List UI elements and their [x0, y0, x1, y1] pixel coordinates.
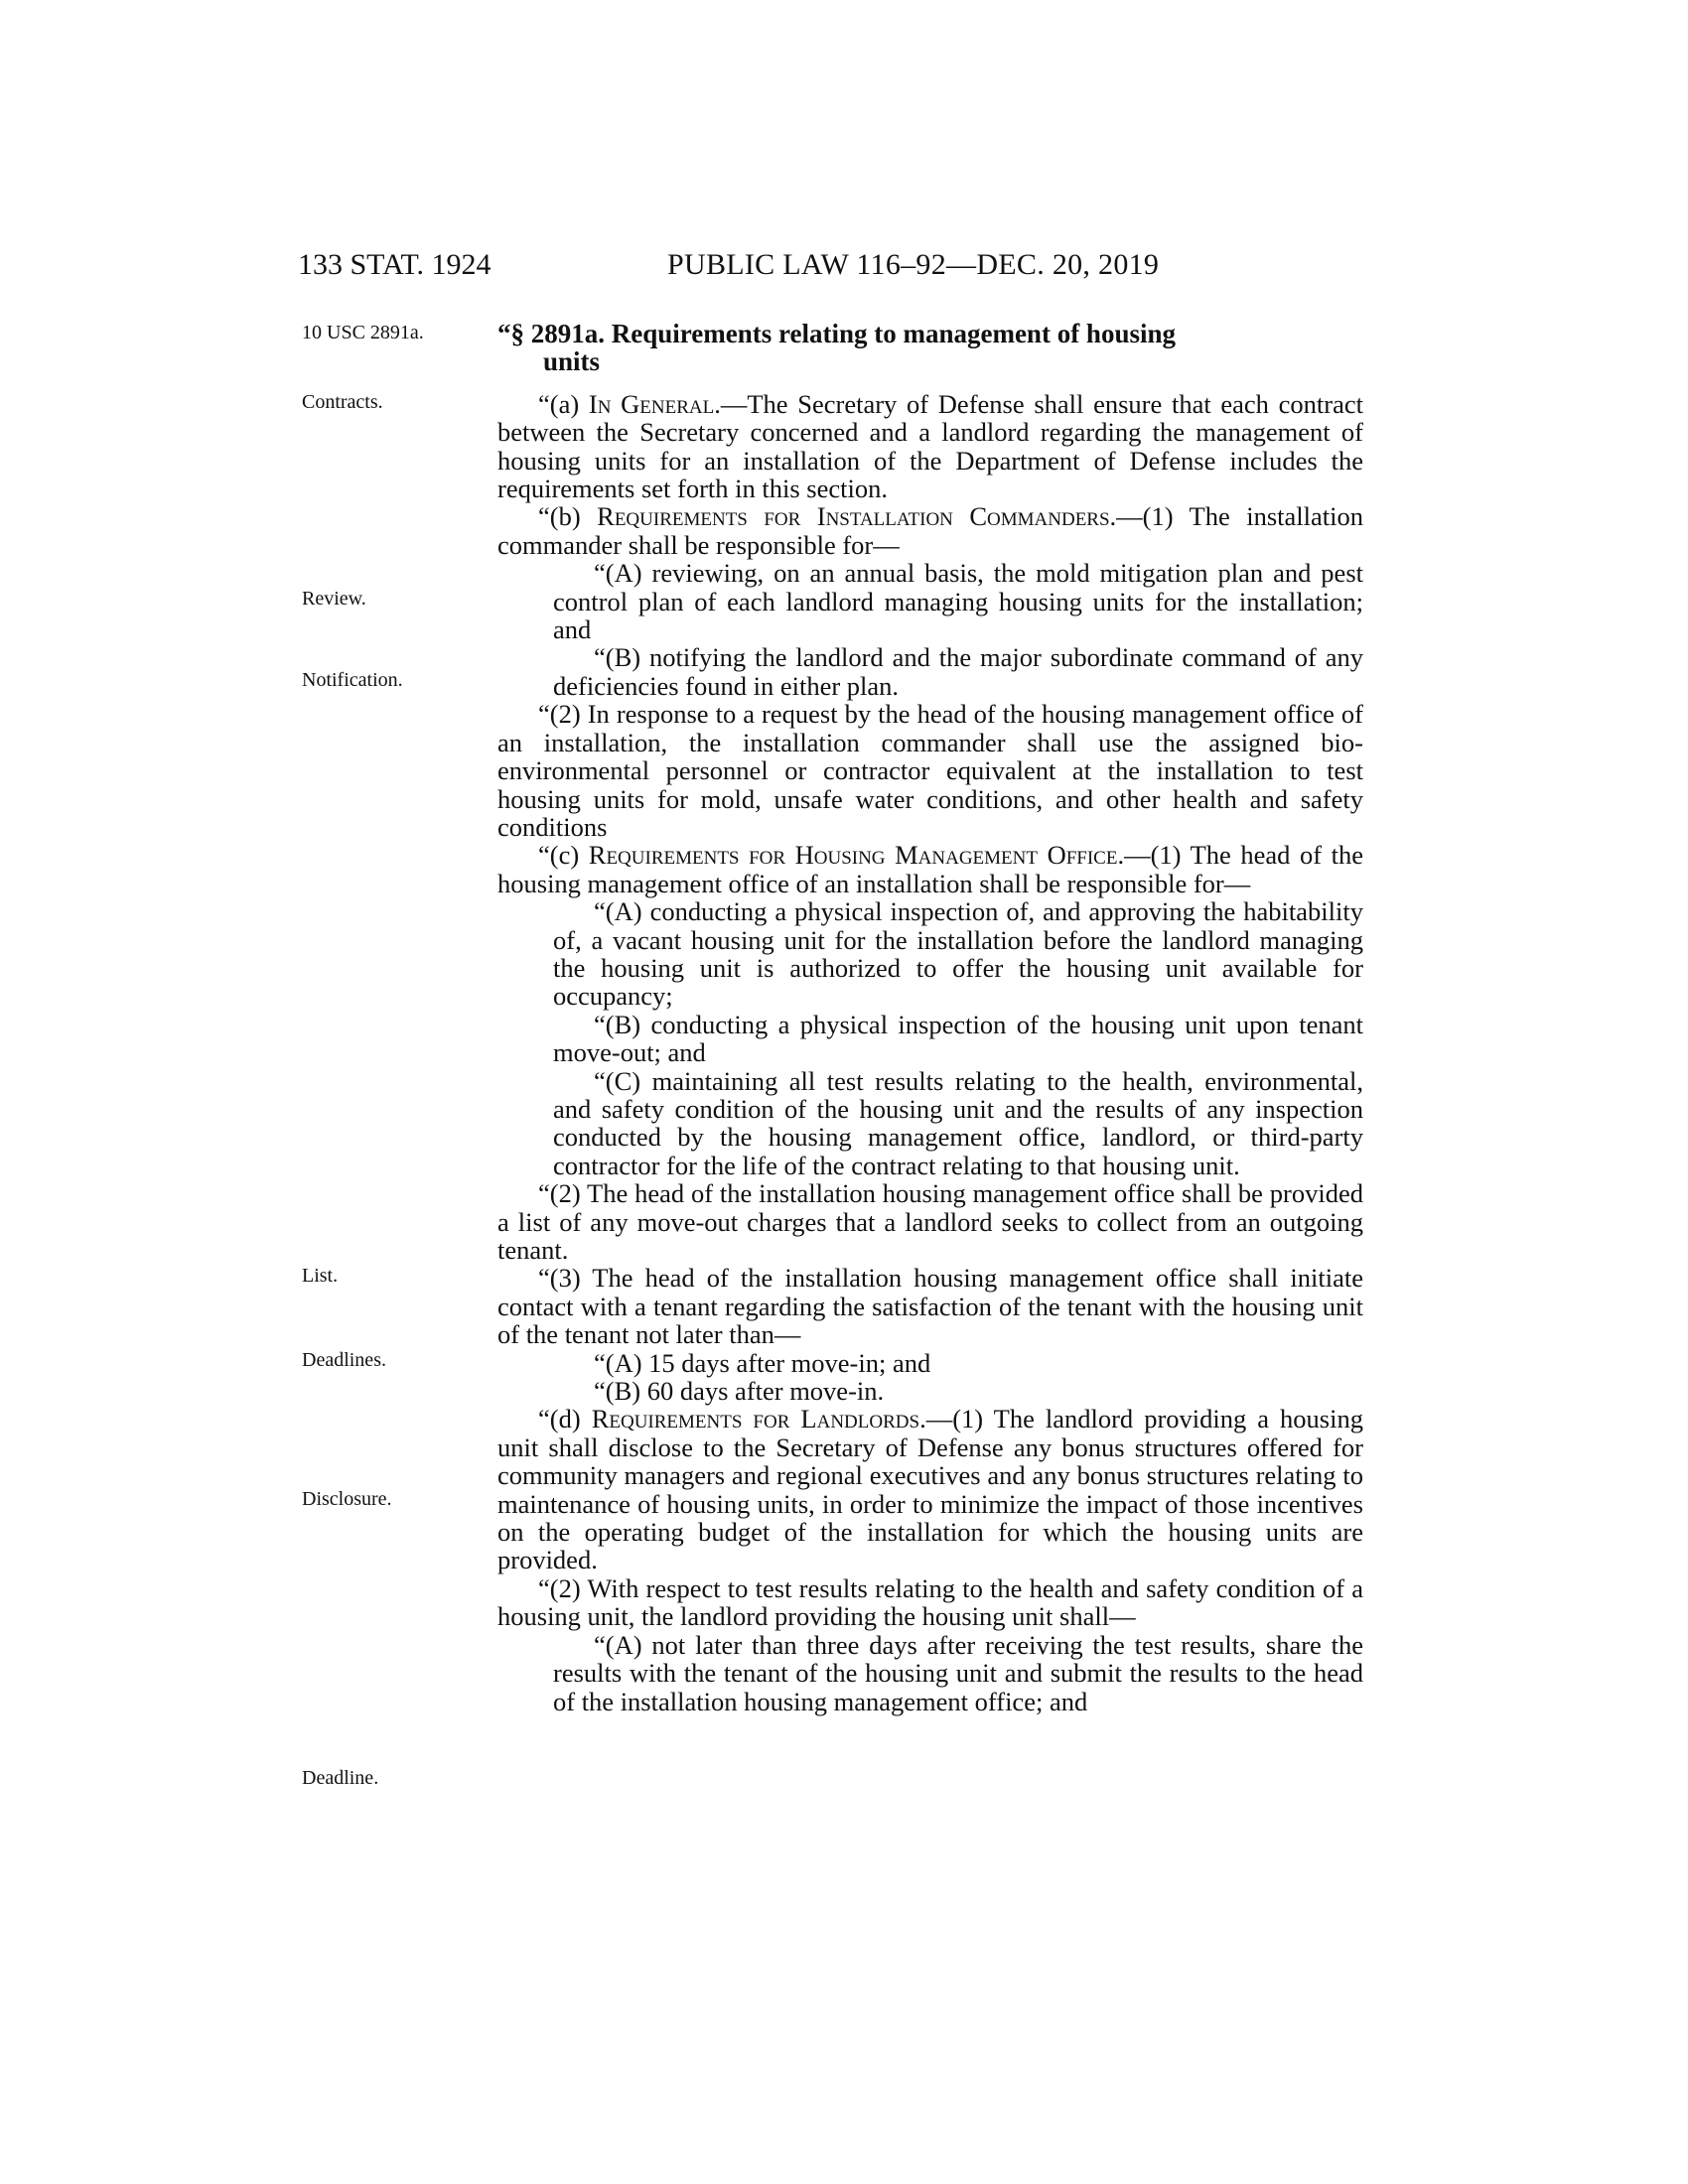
paragraph-c1B: “(B) conducting a physical inspection of the housing unit upon tenant move-out; and [553, 1009, 1363, 1068]
paragraph-b1B: “(B) notifying the landlord and the major subordinate command of any deficiencies found in either plan. [553, 642, 1363, 701]
paragraph-b1A: “(A) reviewing, on an annual basis, the mold mitigation plan and pest control plan of each landlord managing housing units for the installation; and [553, 558, 1363, 645]
margin-note-review: Review. [302, 588, 366, 610]
paragraph-c1A: “(A) conducting a physical inspection of, and approving the habitability of, a vacant housing unit for the installation before the landlord managing the housing unit is authorized to offer the housing unit available for occupancy; [553, 896, 1363, 1012]
paragraph-b2: “(2) In response to a request by the head of the housing management office of an installation, the installation commander shall use the assigned bio-environmental personnel or contractor equivalent at the installation to test housing units for mold, unsafe water conditions, and other health and safety conditions [497, 699, 1363, 842]
subsection-d-text: .—(1) The landlord providing a housing unit shall disclose to the Secretary of Defense any bonus structures offered for community managers and regional executives and any bonus structures relating to maintenance of housing units, in order to minimize the impact of those incentives on the operating budget of the installation for which the housing units are provided. [497, 1404, 1363, 1575]
subsection-b-prefix: “(b) [538, 501, 598, 532]
margin-note-disclosure: Disclosure. [302, 1488, 392, 1510]
section-heading [497, 320, 1363, 376]
subsection-c [497, 841, 1363, 897]
subsection-b-text: .—(1) The installation commander shall be responsible for— [497, 501, 1363, 560]
paragraph-c3: “(3) The head of the installation housing management office shall initiate contact with a tenant regarding the satisfaction of the tenant with the housing unit of the tenant not later than— [497, 1263, 1363, 1350]
section-heading-line1: “§ 2891a. Requirements relating to management of housing [497, 319, 1176, 348]
paragraph-d2A: “(A) not later than three days after receiving the test results, share the results with the tenant of the housing unit and submit the results to the head of the installation housing management office; and [553, 1629, 1363, 1716]
subsection-c-text: .—(1) The head of the housing management office of an installation shall be responsible for— [497, 840, 1363, 898]
paragraph-c1C: “(C) maintaining all test results relating to the health, environmental, and safety condition of the housing unit and the results of any inspection conducted by the housing management office, landlord, or third-party contractor for the life of the contract relating to that housing unit. [553, 1065, 1363, 1180]
margin-note-contracts: Contracts. [302, 391, 383, 413]
paragraph-c3A: “(A) 15 days after move-in; and [594, 1347, 931, 1378]
statute-body [497, 320, 1363, 1715]
subsection-c-heading: Requirements for Housing Management Office [588, 840, 1118, 871]
subsection-a-prefix: “(a) [538, 388, 589, 419]
subsection-d-heading: Requirements for Landlords [591, 1404, 920, 1434]
subsection-a-heading: In General [588, 388, 715, 419]
running-title: PUBLIC LAW 116–92—DEC. 20, 2019 [667, 248, 1160, 281]
paragraph-c3B: “(B) 60 days after move-in. [594, 1376, 885, 1407]
margin-note-deadlines: Deadlines. [302, 1349, 386, 1371]
margin-note-notification: Notification. [302, 669, 403, 691]
page-header [298, 248, 1380, 288]
section-heading-line2: units [543, 346, 601, 377]
subsection-b-heading: Requirements for Installation Commanders [597, 501, 1110, 532]
paragraph-d2: “(2) With respect to test results relating to the health and safety condition of a housing unit, the landlord providing the housing unit shall— [497, 1572, 1363, 1632]
subsection-d-prefix: “(d) [538, 1404, 592, 1434]
subsection-a [497, 390, 1363, 503]
margin-note-deadline: Deadline. [302, 1767, 379, 1789]
subsection-b [497, 502, 1363, 559]
subsection-a-text: .—The Secretary of Defense shall ensure that each contract between the Secretary concerned and a landlord regarding the management of housing units for an installation of the Department of Defense includes the requirements set forth in this section. [497, 388, 1363, 504]
subsection-c-prefix: “(c) [538, 840, 589, 871]
paragraph-c2: “(2) The head of the installation housing management office shall be provided a list of any move-out charges that a landlord seeks to collect from an outgoing tenant. [497, 1178, 1363, 1265]
margin-note-list: List. [302, 1265, 339, 1287]
subsection-d [497, 1405, 1363, 1573]
margin-note-citation: 10 USC 2891a. [302, 322, 424, 343]
statute-page-number: 133 STAT. 1924 [298, 248, 492, 281]
